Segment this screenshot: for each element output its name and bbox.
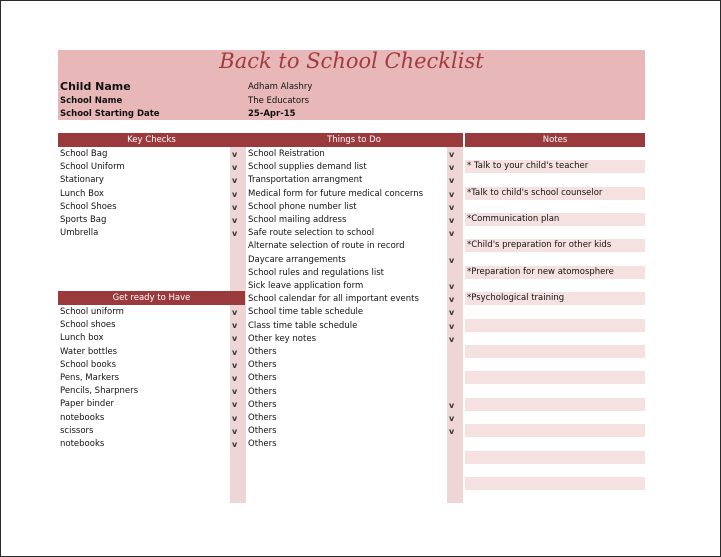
note-row <box>465 173 645 186</box>
things-to-do-check-mark: v <box>449 400 455 410</box>
things-to-do-check-mark: v <box>449 295 455 305</box>
note-row <box>465 477 645 490</box>
key-checks-header: Key Checks <box>58 133 245 147</box>
key-checks-check-mark: v <box>232 216 238 225</box>
things-to-do-item: Safe route selection to school <box>248 228 375 239</box>
things-to-do-item: School rules and regulations list <box>248 267 385 278</box>
things-to-do-item: School supplies demand list <box>248 162 367 173</box>
note-row: *Child's preparation for other kids <box>465 239 645 252</box>
key-checks-check-mark: v <box>232 163 238 173</box>
things-to-do-item: School time table schedule <box>248 307 364 318</box>
get-ready-header: Get ready to Have <box>58 291 245 305</box>
things-to-do-item: School phone number list <box>248 201 357 212</box>
things-to-do-item: Daycare arrangements <box>248 254 346 265</box>
get-ready-item: Pencils, Sharpners <box>60 386 139 397</box>
get-ready-item: scissors <box>60 425 94 436</box>
things-to-do-item: Others <box>248 373 277 384</box>
key-checks-item: Umbrella <box>60 228 99 239</box>
key-checks-item: School Shoes <box>60 201 117 212</box>
note-row <box>465 147 645 160</box>
note-row <box>465 385 645 398</box>
things-to-do-check-mark: v <box>449 163 455 173</box>
child-name-label: Child Name <box>60 80 131 93</box>
get-ready-check-mark: v <box>232 426 238 436</box>
things-to-do-item: Sick leave application form <box>248 281 364 291</box>
note-row <box>465 451 645 464</box>
things-to-do-check-mark: v <box>449 189 455 199</box>
get-ready-check-mark: v <box>232 413 238 423</box>
get-ready-check-mark: v <box>232 321 238 331</box>
things-to-do-item: Others <box>248 399 277 410</box>
child-name-value: Adham Alashry <box>248 82 313 92</box>
note-row <box>465 437 645 450</box>
note-row <box>465 411 645 424</box>
get-ready-item: School shoes <box>60 320 116 331</box>
note-row <box>465 398 645 411</box>
get-ready-item: Pens, Markers <box>60 373 120 383</box>
notes-header: Notes <box>465 133 645 147</box>
key-checks-check-mark: v <box>232 176 238 186</box>
get-ready-item: School books <box>60 359 117 370</box>
get-ready-check-mark: v <box>232 334 238 344</box>
get-ready-check-mark: v <box>232 387 238 397</box>
note-row <box>465 424 645 437</box>
things-to-do-check-mark: v <box>449 255 455 265</box>
get-ready-check-mark: v <box>232 308 238 317</box>
get-ready-item: notebooks <box>60 412 105 423</box>
things-to-do-item: Transportation arrangment <box>248 175 363 186</box>
key-checks-item: Stationary <box>60 175 104 186</box>
note-row <box>465 319 645 332</box>
key-checks-check-mark: v <box>232 150 238 159</box>
note-row <box>465 279 645 292</box>
things-to-do-check-mark: v <box>449 150 455 159</box>
page-title: Back to School Checklist <box>219 49 484 73</box>
things-to-do-check-mark: v <box>449 176 455 186</box>
things-to-do-check-mark: v <box>449 216 455 225</box>
note-row: *Talk to child's school counselor <box>465 187 645 200</box>
get-ready-item: notebooks <box>60 439 105 449</box>
get-ready-item: Paper binder <box>60 399 115 410</box>
things-to-do-check-mark: v <box>449 414 455 423</box>
things-to-do-item: Alternate selection of route in record <box>248 241 405 252</box>
note-row <box>465 358 645 371</box>
get-ready-item: Lunch box <box>60 333 104 344</box>
note-row <box>465 200 645 213</box>
note-row <box>465 253 645 266</box>
things-to-do-item: School mailing address <box>248 215 347 225</box>
things-to-do-item: Others <box>248 360 277 371</box>
get-ready-check-mark: v <box>232 400 238 410</box>
note-row <box>465 371 645 384</box>
things-to-do-item: Others <box>248 426 277 437</box>
things-to-do-item: Others <box>248 386 277 397</box>
things-to-do-item: Others <box>248 347 277 357</box>
note-row <box>465 345 645 358</box>
start-date-value: 25-Apr-15 <box>248 109 296 119</box>
things-to-do-check-mark: v <box>449 427 455 437</box>
key-checks-item: School Bag <box>60 149 108 159</box>
things-to-do-check-mark: v <box>449 308 455 318</box>
note-row: *Communication plan <box>465 213 645 226</box>
start-date-label: School Starting Date <box>60 109 160 119</box>
note-row: * Talk to your child's teacher <box>465 160 645 173</box>
things-to-do-item: Others <box>248 439 277 450</box>
get-ready-check-mark: v <box>232 360 238 370</box>
get-ready-check-mark: v <box>232 347 238 357</box>
things-to-do-item: Class time table schedule <box>248 320 358 331</box>
key-checks-check-mark: v <box>232 229 238 239</box>
key-checks-item: Lunch Box <box>60 188 104 199</box>
things-to-do-item: School calendar for all important events <box>248 294 419 305</box>
get-ready-check-mark: v <box>232 374 238 383</box>
get-ready-item: Water bottles <box>60 346 118 357</box>
get-ready-item: School uniform <box>60 307 124 317</box>
note-row: *Psychological training <box>465 292 645 305</box>
school-name-label: School Name <box>60 96 123 106</box>
things-to-do-item: Medical form for future medical concerns <box>248 188 424 199</box>
note-row <box>465 305 645 318</box>
note-row <box>465 464 645 477</box>
things-to-do-item: Other key notes <box>248 333 316 344</box>
note-row <box>465 226 645 239</box>
note-row: *Preparation for new atomosphere <box>465 266 645 279</box>
things-to-do-check-mark: v <box>449 321 455 331</box>
things-to-do-check-mark: v <box>449 282 455 291</box>
things-to-do-check-mark: v <box>449 334 455 344</box>
things-to-do-check-mark: v <box>449 202 455 212</box>
key-checks-item: School Uniform <box>60 162 125 173</box>
things-to-do-item: School Reistration <box>248 149 325 159</box>
key-checks-item: Sports Bag <box>60 215 107 225</box>
things-to-do-check-mark: v <box>449 229 455 239</box>
school-name-value: The Educators <box>248 96 310 106</box>
things-to-do-item: Others <box>248 413 277 423</box>
note-row <box>465 332 645 345</box>
things-to-do-header: Things to Do <box>245 133 463 147</box>
key-checks-check-mark: v <box>232 189 238 199</box>
key-checks-check-mark: v <box>232 202 238 212</box>
get-ready-check-mark: v <box>232 440 238 449</box>
